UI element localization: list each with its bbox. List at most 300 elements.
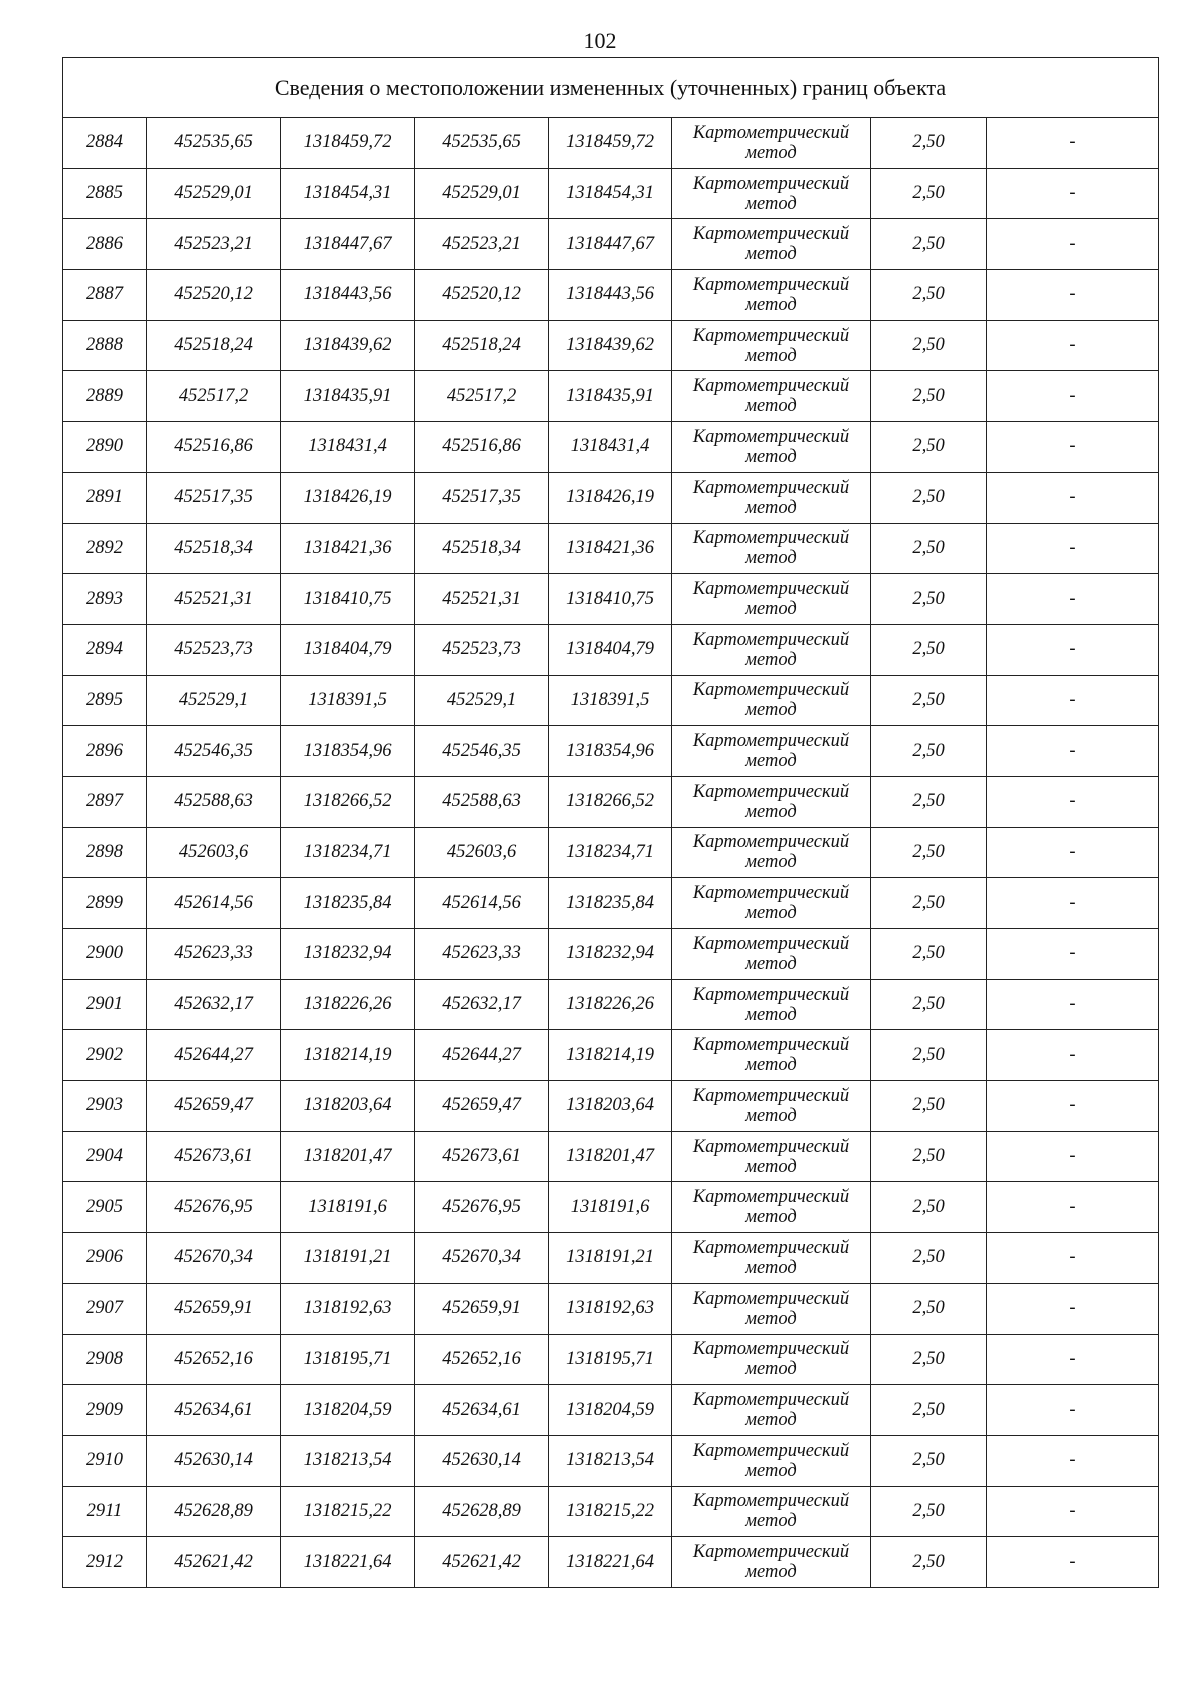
method-cell	[672, 168, 871, 219]
note-cell: -	[987, 574, 1159, 625]
existing-x-cell: 452673,61	[147, 1131, 281, 1182]
existing-x-cell: 452520,12	[147, 270, 281, 321]
refined-y-cell: 1318226,26	[549, 979, 672, 1030]
existing-y-cell: 1318235,84	[281, 878, 415, 929]
point-number-cell: 2891	[63, 472, 147, 523]
table-row	[63, 1334, 1159, 1385]
method-line-2: метод	[745, 1105, 797, 1126]
method-cell	[672, 1131, 871, 1182]
refined-y-cell: 1318454,31	[549, 168, 672, 219]
precision-cell: 2,50	[871, 523, 987, 574]
point-number-cell: 2886	[63, 219, 147, 270]
table-row	[63, 1233, 1159, 1284]
method-cell	[672, 320, 871, 371]
refined-y-cell: 1318439,62	[549, 320, 672, 371]
existing-x-cell: 452529,1	[147, 675, 281, 726]
method-line-2: метод	[745, 497, 797, 518]
refined-y-cell: 1318214,19	[549, 1030, 672, 1081]
refined-x-cell: 452546,35	[415, 726, 549, 777]
precision-cell: 2,50	[871, 1182, 987, 1233]
refined-x-cell: 452588,63	[415, 776, 549, 827]
existing-x-cell: 452523,73	[147, 624, 281, 675]
existing-y-cell: 1318454,31	[281, 168, 415, 219]
existing-x-cell: 452652,16	[147, 1334, 281, 1385]
method-line-2: метод	[745, 1460, 797, 1481]
refined-x-cell: 452517,2	[415, 371, 549, 422]
existing-y-cell: 1318435,91	[281, 371, 415, 422]
refined-y-cell: 1318221,64	[549, 1537, 672, 1588]
method-line-2: метод	[745, 1257, 797, 1278]
existing-y-cell: 1318204,59	[281, 1385, 415, 1436]
table-row	[63, 979, 1159, 1030]
method-line-2: метод	[745, 1207, 797, 1228]
method-line-1: Картометрический	[692, 528, 850, 549]
table-title-row	[63, 58, 1159, 118]
method-line-1: Картометрический	[692, 1085, 850, 1106]
precision-cell: 2,50	[871, 1131, 987, 1182]
method-line-1: Картометрический	[692, 629, 850, 650]
refined-y-cell: 1318195,71	[549, 1334, 672, 1385]
existing-x-cell: 452529,01	[147, 168, 281, 219]
precision-cell: 2,50	[871, 929, 987, 980]
existing-y-cell: 1318226,26	[281, 979, 415, 1030]
note-cell: -	[987, 1233, 1159, 1284]
precision-cell: 2,50	[871, 219, 987, 270]
point-number-cell: 2899	[63, 878, 147, 929]
point-number-cell: 2910	[63, 1435, 147, 1486]
precision-cell: 2,50	[871, 574, 987, 625]
table-row	[63, 1030, 1159, 1081]
table-row	[63, 878, 1159, 929]
existing-x-cell: 452634,61	[147, 1385, 281, 1436]
method-line-2: метод	[745, 1562, 797, 1583]
method-line-1: Картометрический	[692, 832, 850, 853]
note-cell: -	[987, 1131, 1159, 1182]
method-cell	[672, 574, 871, 625]
table-row	[63, 929, 1159, 980]
existing-y-cell: 1318201,47	[281, 1131, 415, 1182]
method-line-1: Картометрический	[692, 1136, 850, 1157]
note-cell: -	[987, 168, 1159, 219]
refined-y-cell: 1318426,19	[549, 472, 672, 523]
note-cell: -	[987, 1182, 1159, 1233]
table-row	[63, 1537, 1159, 1588]
refined-x-cell: 452630,14	[415, 1435, 549, 1486]
refined-y-cell: 1318203,64	[549, 1081, 672, 1132]
refined-y-cell: 1318204,59	[549, 1385, 672, 1436]
refined-x-cell: 452521,31	[415, 574, 549, 625]
refined-x-cell: 452659,47	[415, 1081, 549, 1132]
refined-x-cell: 452659,91	[415, 1283, 549, 1334]
method-cell	[672, 1334, 871, 1385]
method-line-1: Картометрический	[692, 1035, 850, 1056]
existing-x-cell: 452517,35	[147, 472, 281, 523]
table-row	[63, 574, 1159, 625]
existing-x-cell: 452603,6	[147, 827, 281, 878]
existing-x-cell: 452516,86	[147, 422, 281, 473]
precision-cell: 2,50	[871, 827, 987, 878]
table-row	[63, 523, 1159, 574]
method-cell	[672, 1233, 871, 1284]
method-line-2: метод	[745, 801, 797, 822]
note-cell: -	[987, 1537, 1159, 1588]
refined-y-cell: 1318431,4	[549, 422, 672, 473]
table-row	[63, 776, 1159, 827]
method-line-1: Картометрический	[692, 1390, 850, 1411]
refined-x-cell: 452614,56	[415, 878, 549, 929]
note-cell: -	[987, 624, 1159, 675]
existing-y-cell: 1318404,79	[281, 624, 415, 675]
refined-x-cell: 452676,95	[415, 1182, 549, 1233]
method-line-2: метод	[745, 1359, 797, 1380]
precision-cell: 2,50	[871, 118, 987, 169]
precision-cell: 2,50	[871, 1030, 987, 1081]
point-number-cell: 2893	[63, 574, 147, 625]
existing-y-cell: 1318234,71	[281, 827, 415, 878]
existing-x-cell: 452630,14	[147, 1435, 281, 1486]
method-line-2: метод	[745, 1156, 797, 1177]
refined-x-cell: 452517,35	[415, 472, 549, 523]
existing-y-cell: 1318214,19	[281, 1030, 415, 1081]
note-cell: -	[987, 320, 1159, 371]
note-cell: -	[987, 827, 1159, 878]
method-line-1: Картометрический	[692, 1542, 850, 1563]
table-row	[63, 726, 1159, 777]
method-line-2: метод	[745, 852, 797, 873]
method-line-1: Картометрический	[692, 173, 850, 194]
page-number: 102	[583, 28, 617, 53]
existing-y-cell: 1318232,94	[281, 929, 415, 980]
existing-y-cell: 1318410,75	[281, 574, 415, 625]
refined-x-cell: 452673,61	[415, 1131, 549, 1182]
table-title: Сведения о местоположении измененных (уточненных) границ объекта	[63, 58, 1159, 118]
existing-y-cell: 1318439,62	[281, 320, 415, 371]
existing-y-cell: 1318192,63	[281, 1283, 415, 1334]
refined-x-cell: 452523,73	[415, 624, 549, 675]
existing-y-cell: 1318391,5	[281, 675, 415, 726]
method-line-2: метод	[745, 903, 797, 924]
method-cell	[672, 219, 871, 270]
method-line-2: метод	[745, 548, 797, 569]
note-cell: -	[987, 472, 1159, 523]
existing-x-cell: 452632,17	[147, 979, 281, 1030]
point-number-cell: 2911	[63, 1486, 147, 1537]
existing-x-cell: 452621,42	[147, 1537, 281, 1588]
point-number-cell: 2906	[63, 1233, 147, 1284]
method-line-2: метод	[745, 396, 797, 417]
table-row	[63, 1131, 1159, 1182]
method-cell	[672, 979, 871, 1030]
existing-x-cell: 452523,21	[147, 219, 281, 270]
existing-y-cell: 1318221,64	[281, 1537, 415, 1588]
method-line-2: метод	[745, 649, 797, 670]
note-cell: -	[987, 878, 1159, 929]
table-row	[63, 472, 1159, 523]
method-cell	[672, 1081, 871, 1132]
precision-cell: 2,50	[871, 270, 987, 321]
existing-y-cell: 1318195,71	[281, 1334, 415, 1385]
refined-x-cell: 452535,65	[415, 118, 549, 169]
method-line-2: метод	[745, 700, 797, 721]
method-cell	[672, 472, 871, 523]
note-cell: -	[987, 219, 1159, 270]
refined-y-cell: 1318354,96	[549, 726, 672, 777]
refined-y-cell: 1318235,84	[549, 878, 672, 929]
precision-cell: 2,50	[871, 776, 987, 827]
method-cell	[672, 776, 871, 827]
method-cell	[672, 1030, 871, 1081]
refined-x-cell: 452520,12	[415, 270, 549, 321]
existing-y-cell: 1318213,54	[281, 1435, 415, 1486]
point-number-cell: 2900	[63, 929, 147, 980]
method-line-2: метод	[745, 1410, 797, 1431]
table-row	[63, 1182, 1159, 1233]
existing-y-cell: 1318215,22	[281, 1486, 415, 1537]
method-cell	[672, 726, 871, 777]
method-line-1: Картометрический	[692, 731, 850, 752]
existing-x-cell: 452535,65	[147, 118, 281, 169]
point-number-cell: 2885	[63, 168, 147, 219]
method-line-2: метод	[745, 1004, 797, 1025]
method-line-1: Картометрический	[692, 1237, 850, 1258]
note-cell: -	[987, 675, 1159, 726]
method-cell	[672, 1435, 871, 1486]
method-line-1: Картометрический	[692, 984, 850, 1005]
method-line-1: Картометрический	[692, 1440, 850, 1461]
precision-cell: 2,50	[871, 1334, 987, 1385]
table-row	[63, 320, 1159, 371]
precision-cell: 2,50	[871, 1081, 987, 1132]
point-number-cell: 2907	[63, 1283, 147, 1334]
note-cell: -	[987, 422, 1159, 473]
existing-x-cell: 452588,63	[147, 776, 281, 827]
table-row	[63, 1283, 1159, 1334]
method-line-2: метод	[745, 1055, 797, 1076]
refined-x-cell: 452621,42	[415, 1537, 549, 1588]
method-line-2: метод	[745, 446, 797, 467]
refined-x-cell: 452518,34	[415, 523, 549, 574]
table-row	[63, 827, 1159, 878]
method-cell	[672, 118, 871, 169]
refined-y-cell: 1318215,22	[549, 1486, 672, 1537]
existing-y-cell: 1318421,36	[281, 523, 415, 574]
table-row	[63, 371, 1159, 422]
existing-y-cell: 1318431,4	[281, 422, 415, 473]
note-cell: -	[987, 270, 1159, 321]
method-line-1: Картометрический	[692, 579, 850, 600]
existing-y-cell: 1318191,21	[281, 1233, 415, 1284]
existing-x-cell: 452644,27	[147, 1030, 281, 1081]
table-row	[63, 1385, 1159, 1436]
method-line-1: Картометрический	[692, 1339, 850, 1360]
precision-cell: 2,50	[871, 1537, 987, 1588]
existing-y-cell: 1318354,96	[281, 726, 415, 777]
existing-x-cell: 452623,33	[147, 929, 281, 980]
refined-y-cell: 1318404,79	[549, 624, 672, 675]
point-number-cell: 2895	[63, 675, 147, 726]
note-cell: -	[987, 1283, 1159, 1334]
refined-y-cell: 1318443,56	[549, 270, 672, 321]
point-number-cell: 2896	[63, 726, 147, 777]
method-cell	[672, 1385, 871, 1436]
point-number-cell: 2884	[63, 118, 147, 169]
method-line-1: Картометрический	[692, 274, 850, 295]
existing-x-cell: 452518,34	[147, 523, 281, 574]
refined-x-cell: 452628,89	[415, 1486, 549, 1537]
method-line-1: Картометрический	[692, 680, 850, 701]
existing-x-cell: 452517,2	[147, 371, 281, 422]
refined-y-cell: 1318435,91	[549, 371, 672, 422]
refined-y-cell: 1318191,6	[549, 1182, 672, 1233]
method-cell	[672, 827, 871, 878]
point-number-cell: 2890	[63, 422, 147, 473]
refined-x-cell: 452518,24	[415, 320, 549, 371]
precision-cell: 2,50	[871, 422, 987, 473]
precision-cell: 2,50	[871, 371, 987, 422]
precision-cell: 2,50	[871, 624, 987, 675]
table-row	[63, 624, 1159, 675]
precision-cell: 2,50	[871, 1486, 987, 1537]
refined-x-cell: 452529,1	[415, 675, 549, 726]
refined-y-cell: 1318459,72	[549, 118, 672, 169]
note-cell: -	[987, 1385, 1159, 1436]
note-cell: -	[987, 1030, 1159, 1081]
note-cell: -	[987, 776, 1159, 827]
refined-x-cell: 452516,86	[415, 422, 549, 473]
refined-x-cell: 452632,17	[415, 979, 549, 1030]
method-cell	[672, 1486, 871, 1537]
refined-y-cell: 1318234,71	[549, 827, 672, 878]
note-cell: -	[987, 979, 1159, 1030]
note-cell: -	[987, 929, 1159, 980]
refined-x-cell: 452670,34	[415, 1233, 549, 1284]
method-line-1: Картометрический	[692, 883, 850, 904]
existing-y-cell: 1318266,52	[281, 776, 415, 827]
method-line-1: Картометрический	[692, 1187, 850, 1208]
existing-x-cell: 452628,89	[147, 1486, 281, 1537]
method-line-1: Картометрический	[692, 224, 850, 245]
point-number-cell: 2892	[63, 523, 147, 574]
method-cell	[672, 1537, 871, 1588]
refined-x-cell: 452634,61	[415, 1385, 549, 1436]
method-line-1: Картометрический	[692, 1491, 850, 1512]
precision-cell: 2,50	[871, 1283, 987, 1334]
method-cell	[672, 422, 871, 473]
point-number-cell: 2888	[63, 320, 147, 371]
existing-y-cell: 1318443,56	[281, 270, 415, 321]
method-line-2: метод	[745, 953, 797, 974]
method-line-2: метод	[745, 193, 797, 214]
refined-y-cell: 1318266,52	[549, 776, 672, 827]
note-cell: -	[987, 1486, 1159, 1537]
point-number-cell: 2902	[63, 1030, 147, 1081]
point-number-cell: 2887	[63, 270, 147, 321]
precision-cell: 2,50	[871, 1435, 987, 1486]
table-row	[63, 118, 1159, 169]
method-line-2: метод	[745, 751, 797, 772]
point-number-cell: 2905	[63, 1182, 147, 1233]
coordinates-table	[62, 57, 1159, 1588]
method-line-1: Картометрический	[692, 781, 850, 802]
refined-y-cell: 1318421,36	[549, 523, 672, 574]
precision-cell: 2,50	[871, 472, 987, 523]
point-number-cell: 2908	[63, 1334, 147, 1385]
refined-y-cell: 1318447,67	[549, 219, 672, 270]
method-cell	[672, 270, 871, 321]
method-line-1: Картометрический	[692, 325, 850, 346]
refined-y-cell: 1318232,94	[549, 929, 672, 980]
precision-cell: 2,50	[871, 168, 987, 219]
method-line-2: метод	[745, 294, 797, 315]
existing-x-cell: 452676,95	[147, 1182, 281, 1233]
point-number-cell: 2909	[63, 1385, 147, 1436]
method-line-1: Картометрический	[692, 426, 850, 447]
existing-x-cell: 452518,24	[147, 320, 281, 371]
method-cell	[672, 929, 871, 980]
refined-x-cell: 452529,01	[415, 168, 549, 219]
table-row	[63, 1081, 1159, 1132]
point-number-cell: 2897	[63, 776, 147, 827]
precision-cell: 2,50	[871, 320, 987, 371]
existing-y-cell: 1318447,67	[281, 219, 415, 270]
precision-cell: 2,50	[871, 878, 987, 929]
refined-y-cell: 1318192,63	[549, 1283, 672, 1334]
refined-x-cell: 452644,27	[415, 1030, 549, 1081]
method-cell	[672, 1283, 871, 1334]
table-row	[63, 1486, 1159, 1537]
existing-x-cell: 452659,91	[147, 1283, 281, 1334]
method-line-1: Картометрический	[692, 376, 850, 397]
precision-cell: 2,50	[871, 979, 987, 1030]
table-row	[63, 1435, 1159, 1486]
table-row	[63, 422, 1159, 473]
note-cell: -	[987, 371, 1159, 422]
refined-y-cell: 1318191,21	[549, 1233, 672, 1284]
existing-x-cell: 452670,34	[147, 1233, 281, 1284]
existing-y-cell: 1318203,64	[281, 1081, 415, 1132]
note-cell: -	[987, 726, 1159, 777]
refined-x-cell: 452603,6	[415, 827, 549, 878]
refined-x-cell: 452523,21	[415, 219, 549, 270]
point-number-cell: 2898	[63, 827, 147, 878]
refined-x-cell: 452652,16	[415, 1334, 549, 1385]
method-line-2: метод	[745, 1308, 797, 1329]
method-line-1: Картометрический	[692, 122, 850, 143]
method-line-2: метод	[745, 599, 797, 620]
refined-y-cell: 1318410,75	[549, 574, 672, 625]
refined-y-cell: 1318213,54	[549, 1435, 672, 1486]
point-number-cell: 2894	[63, 624, 147, 675]
table-row	[63, 675, 1159, 726]
existing-x-cell: 452546,35	[147, 726, 281, 777]
note-cell: -	[987, 118, 1159, 169]
method-line-2: метод	[745, 1511, 797, 1532]
point-number-cell: 2912	[63, 1537, 147, 1588]
precision-cell: 2,50	[871, 726, 987, 777]
existing-x-cell: 452521,31	[147, 574, 281, 625]
point-number-cell: 2889	[63, 371, 147, 422]
method-line-2: метод	[745, 244, 797, 265]
method-line-1: Картометрический	[692, 933, 850, 954]
refined-y-cell: 1318391,5	[549, 675, 672, 726]
table-body	[63, 118, 1159, 1588]
method-line-1: Картометрический	[692, 477, 850, 498]
point-number-cell: 2904	[63, 1131, 147, 1182]
method-line-1: Картометрический	[692, 1288, 850, 1309]
existing-y-cell: 1318191,6	[281, 1182, 415, 1233]
method-line-2: метод	[745, 345, 797, 366]
refined-y-cell: 1318201,47	[549, 1131, 672, 1182]
